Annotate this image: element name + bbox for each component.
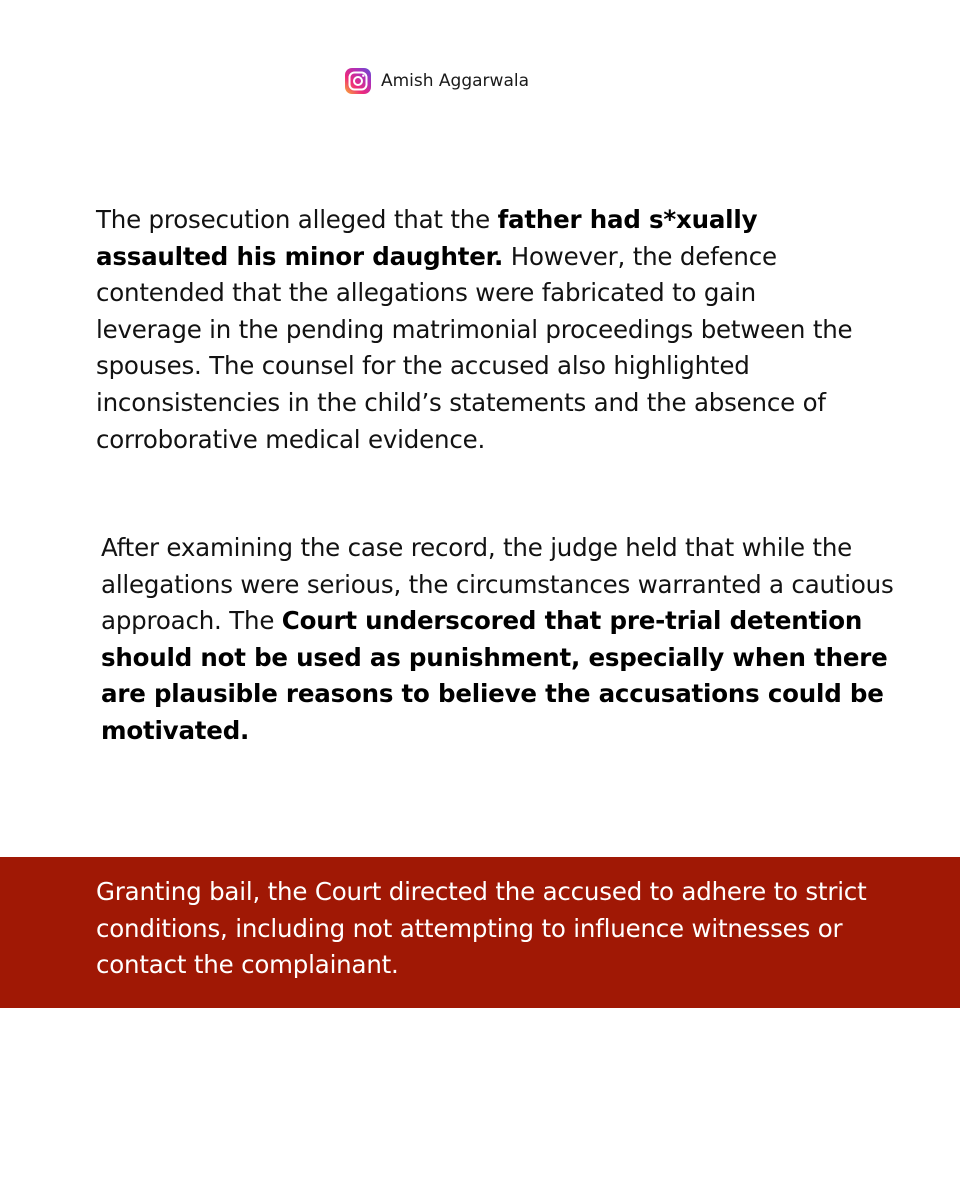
header <box>0 68 960 94</box>
paragraph-judgment <box>101 530 901 750</box>
paragraph-prosecution-rest: However, the defence contended that the allegations were fabricated to gain leverage in the pending matrimonial proceedings between the spouses. The counsel for the accused also highlighted inconsistencies in the child’s statements and the absence of corroborative medical evidence. <box>96 241 853 454</box>
account-handle: Amish Aggarwala <box>380 71 530 91</box>
paragraph-prosecution-bold: father had s*xually assaulted his minor daughter. <box>96 205 758 271</box>
paragraph-judgment-bold: Court underscored that pre-trial detention should not be used as punishment, especially when there are plausible reasons to believe the accusations could be motivated. <box>101 606 888 745</box>
instagram-icon <box>345 68 371 94</box>
paragraph-prosecution-lead: The prosecution alleged that the <box>96 205 498 234</box>
bail-banner-text: Granting bail, the Court directed the accused to adhere to strict conditions, including not attempting to influence witnesses or contact the complainant. <box>96 877 867 980</box>
paragraph-judgment-lead: After examining the case record, the judge held that while the allegations were serious, the circumstances warranted a cautious approach. The <box>101 533 894 636</box>
paragraph-prosecution <box>96 202 856 458</box>
account-attribution[interactable] <box>345 68 529 94</box>
